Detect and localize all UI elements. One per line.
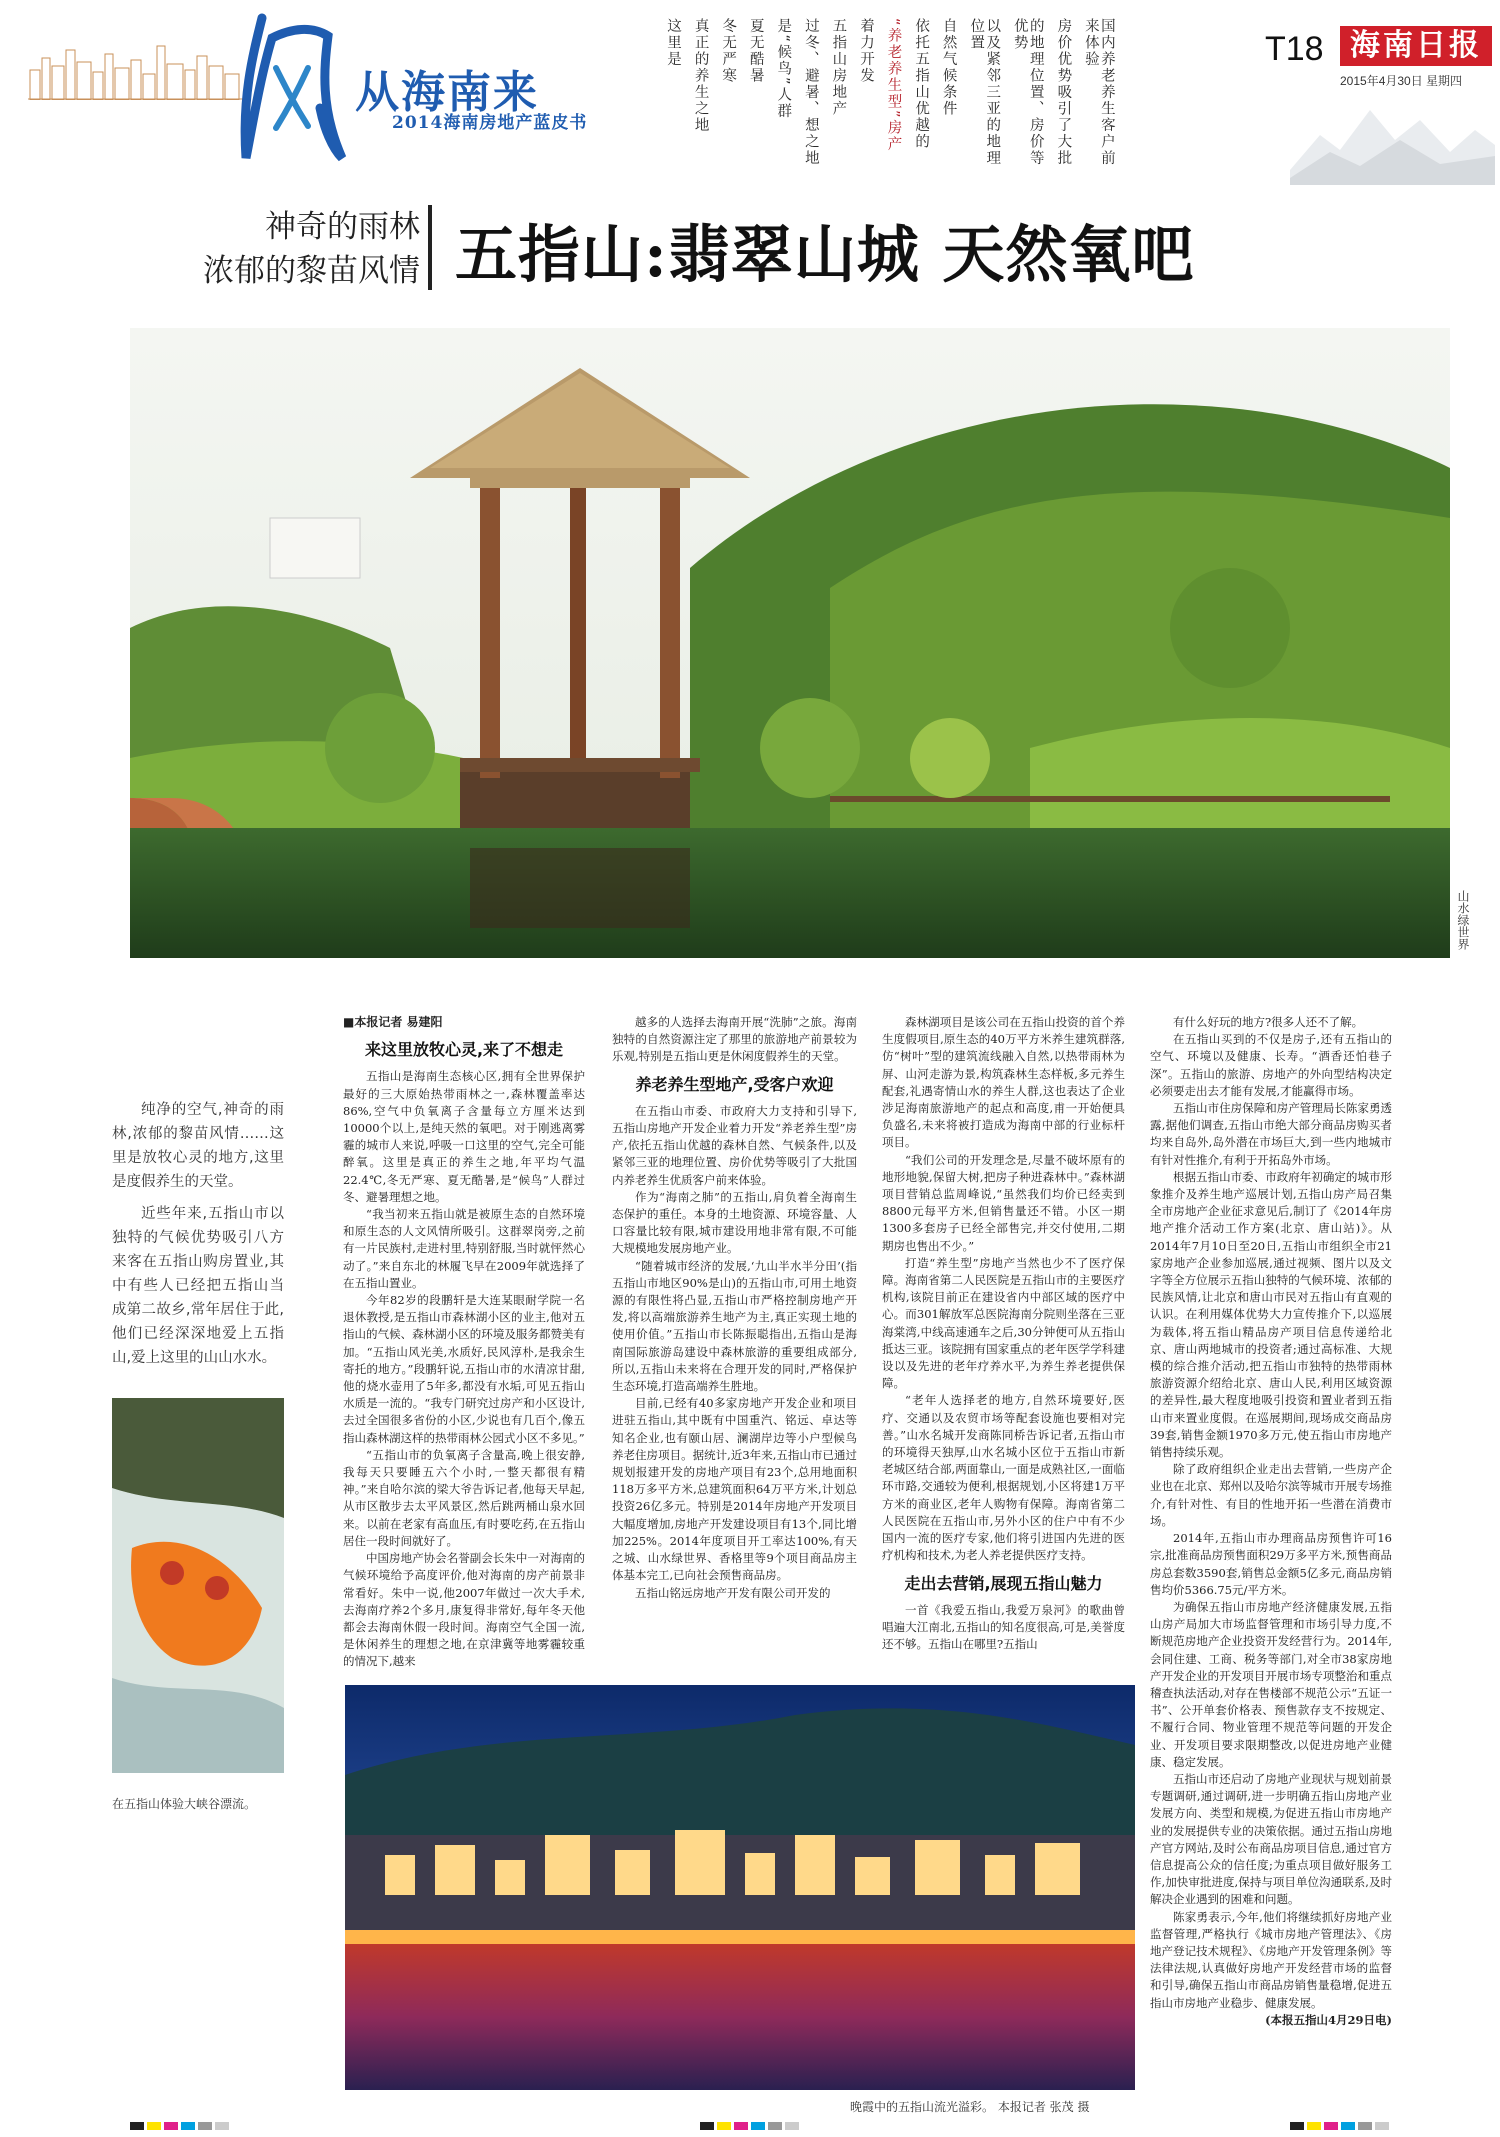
main-photo-credit: 山水绿世界 [1456,890,1470,950]
print-color-bar-center [700,2122,802,2130]
rafting-caption: 在五指山体验大峡谷漂流。 [112,1797,257,1811]
vertical-intro-text [665,18,1115,168]
paragraph: 五指山铭远房地产开发有限公司开发的 [635,1585,831,1600]
headline-left [150,205,420,293]
main-headline: 五指山:翡翠山城 天然氧吧 [455,218,1195,291]
paragraph: 有什么好玩的地方?很多人还不了解。 [1173,1015,1364,1029]
headline-left-line1: 神奇的雨林 [265,209,420,245]
vertical-line: “养老养生型”房产 [885,18,902,153]
paragraph: 五指山是海南生态核心区,拥有全世界保护最好的三大原始热带雨林之一,森林覆盖率达86%,空气中负氧离子含量每立方厘米达到10000个以上,是纯天然的氧吧。对于刚逃离雾霾的城市人来说,呼吸一口这里的空气,完全可能醉氧。这里是真正的养生之地,年平均气温22.4℃,冬无严寒、夏无酷暑,是“候鸟”人群过冬、避暑理想之地。 [343,1069,585,1204]
print-color-bar-right [1290,2122,1392,2130]
vertical-line: 的地理位置、房价等优势 [1011,18,1044,167]
paragraph: 今年82岁的段鹏轩是大连某眼耐学院一名退休教授,是五指山市森林湖小区的业主,他对五指山的气候、森林湖小区的环境及服务都赞美有加。“五指山风光美,水质好,民风淳朴,是我余生寄托的地方。”段鹏轩说,五指山市的水清凉甘甜,他的烧水壶用了5年多,都没有水垢,可见五指山水质是一流的。“我专门研究过房产和小区设计,去过全国很多省份的小区,少说也有几百个,像五指山森林湖这样的热带雨林公园式小区不多见。” [343,1293,585,1445]
article-column-2 [612,1014,857,1679]
paragraph: 越多的人选择去海南开展“洗肺”之旅。海南独特的自然资源注定了那里的旅游地产前景较为乐观,特别是五指山更是休闲度假养生的天堂。 [612,1015,857,1064]
mountain-decoration [1290,90,1495,185]
vertical-line: 国内养老养生客户前来体验 [1082,18,1115,167]
vertical-line: 冬无严寒 [720,18,737,84]
article-column-3 [882,1014,1125,1679]
paragraph: 在五指山市委、市政府大力支持和引导下,五指山房地产开发企业着力开发“养老养生型”房产,依托五指山优越的森林自然、气候条件,以及紧邻三亚的地理位置、房价优势等吸引了大批国内养老养生优质客户前来体验。 [612,1103,857,1187]
section-title-3: 走出去营销,展现五指山魅力 [904,1573,1103,1593]
article-column-4 [1150,1014,1392,2089]
series-title: 从海南来 [355,67,539,118]
vertical-line: 自然气候条件 [940,18,957,117]
vertical-line: 着力开发 [857,18,874,84]
publication-date: 2015年4月30日 星期四 [1340,74,1463,88]
section-title-2: 养老养生型地产,受客户欢迎 [635,1074,834,1094]
night-photo-caption: 晚霞中的五指山流光溢彩。 本报记者 张茂 摄 [850,2100,1090,2114]
paragraph: 五指山市住房保障和房产管理局长陈家勇透露,据他们调查,五指山市绝大部分商品房购买者均来自岛外,岛外潜在市场巨大,到一些内地城市有针对性推介,有利于开拓岛外市场。 [1150,1101,1392,1167]
intro-paragraphs [112,1098,284,1378]
rafting-photo [112,1398,284,1773]
article-column-1 [343,1014,585,1679]
night-city-photo [345,1685,1135,2090]
dateline-end: (本报五指山4月29日电) [1265,2012,1392,2027]
print-color-bar-left [130,2122,232,2130]
paragraph: 2014年,五指山市办理商品房预售许可16宗,批准商品房预售面积29万多平方米,预售商品房总套数3590套,销售总金额5亿多元,商品房销售均价5366.75元/平方米。 [1150,1531,1392,1597]
vertical-line: 五指山房地产 [830,18,847,117]
paragraph: “我当初来五指山就是被原生态的自然环境和原生态的人文风情所吸引。这群翠岗旁,之前有一片民族村,走进村里,特别舒服,当时就怦然心动了。”来自东北的林履飞早在2009年就选择了在五指山置业。 [343,1207,585,1290]
intro-paragraph: 纯净的空气,神奇的雨林,浓郁的黎苗风情……这里是放牧心灵的地方,这里是度假养生的天堂。 [112,1102,284,1190]
vertical-line: 真正的养生之地 [692,18,709,134]
series-subtitle: 2014海南房地产蓝皮书 [392,113,588,133]
feng-calligraphy-logo [232,8,350,168]
vertical-line: 房价优势吸引了大批 [1055,18,1072,167]
paragraph: 为确保五指山市房地产经济健康发展,五指山房产局加大市场监督管理和市场引导力度,不断规范房地产企业投资开发经营行为。2014年,会同住建、工商、税务等部门,对全市38家房地产开发企业的开发项目开展市场专项整治和重点稽查执法活动,对存在售楼部不规范公示“五证一书”、公开单套价格表、预售款存支不按规定、不履行合同、物业管理不规范等问题的开发企业、开发项目要求限期整改,以促进房地产业健康、稳定发展。 [1150,1599,1392,1769]
section-title-1: 来这里放牧心灵,来了不想走 [364,1040,564,1060]
paragraph: 五指山市还启动了房地产业现状与规划前景专题调研,通过调研,进一步明确五指山房地产业发展方向、类型和规模,为促进五指山市房地产业的发展提供专业的决策依据。通过五指山房地产官方网站,及时公布商品房项目信息,通过官方信息提高公众的信任度;为重点项目做好服务工作,加快审批进度,保持与项目单位沟通联系,及时解决企业遇到的困难和问题。 [1150,1771,1392,1907]
vertical-line: 以及紧邻三亚的地理位置 [968,18,1001,167]
vertical-line: 夏无酷暑 [747,18,764,84]
paragraph: “老年人选择老的地方,自然环境要好,医疗、交通以及农贸市场等配套设施也要相对完善。”山水名城开发商陈同桥告诉记者,五指山市的环境得天独厚,山水名城小区位于五指山市新老城区结合部,两面靠山,一面是成熟社区,一面临环市路,交通较为便利,根据规划,小区将建1万平方米的商业区,老年人购物有保障。海南省第二人民医院在五指山市,另外小区的住户中有不少国内一流的医疗专家,他们将引进国内先进的医疗机构和技术,为老人养老提供医疗支持。 [882,1393,1125,1563]
paragraph: “五指山市的负氧离子含量高,晚上很安静,我每天只要睡五六个小时,一整天都很有精神。”来自哈尔滨的梁大爷告诉记者,他每天早起,从市区散步去太平风景区,然后跳两桶山泉水回来。以前在老家有高血压,有时要吃药,在五指山居住一段时间就好了。 [343,1447,585,1548]
paragraph: 中国房地产协会名誉副会长朱中一对海南的气候环境给予高度评价,他对海南的房产前景非常看好。朱中一说,他2007年做过一次大手术,去海南疗养2个多月,康复得非常好,每年冬天他都会去海南休假一段时间。海南空气全国一流,是休闲养生的理想之地,在京津冀等地雾霾较重的情况下,越来 [343,1551,585,1669]
headline-left-line2: 浓郁的黎苗风情 [203,253,420,289]
intro-paragraph: 近些年来,五指山市以独特的气候优势吸引八方来客在五指山购房置业,其中有些人已经把五指山当成第二故乡,常年居住于此,他们已经深深地爱上五指山,爱上这里的山山水水。 [112,1206,284,1366]
paragraph: 陈家勇表示,今年,他们将继续抓好房地产业监督管理,严格执行《城市房地产管理法》、《房地产登记技术规程》、《房地产开发管理条例》等法律法规,认真做好房地产开发经营市场的监督和引导,确保五指山市商品房销售量稳增,促进五指山市房地产业稳步、健康发展。 [1150,1909,1392,2010]
vertical-line: 这里是 [665,18,681,68]
headline-divider [428,205,432,290]
paragraph: 根据五指山市委、市政府年初确定的城市形象推介及养生地产巡展计划,五指山房产局召集全市房地产企业征求意见后,制订了《2014年房地产推介活动工作方案(北京、唐山站)》。从2014年7月10日至20日,五指山市组织全市21家房地产企业参加巡展,通过视频、图片以及文字等全方位展示五指山独特的气候环境、浓郁的民族风情,让北京和唐山市民对五指山有直观的认识。在利用媒体优势大力宣传推介下,以巡展为载体,将五指山精品房产项目信息传递给北京、唐山两地城市的投资者;通过高标准、大规模的综合推介活动,把五指山市独特的热带雨林旅游资源介绍给北京、唐山人民,利用区域资源的差异性,最大程度地吸引投资和置业者到五指山市来置业度假。在巡展期间,现场成交商品房39套,销售金额1970多万元,使五指山市房地产销售持续乐观。 [1150,1169,1392,1460]
paragraph: 作为“海南之肺”的五指山,肩负着全海南生态保护的重任。本身的土地资源、环境容量、人口容量比较有限,城市建设用地非常有限,不可能大规模地发展房地产业。 [612,1189,857,1256]
paragraph: “随着城市经济的发展,‘九山半水半分田’(指五指山市地区90%是山)的五指山市,可用土地资源的有限性将凸显,五指山市严格控制房地产开发,将以高端旅游养生地产为主,真正实现土地的使用价值。”五指山市长陈振聪指出,五指山是海南国际旅游岛建设中森林旅游的重要组成部分,所以,五指山未来将在合理开发的同时,严格保护生态环境,打造高端养生胜地。 [612,1258,857,1394]
paragraph: 一首《我爱五指山,我爱万泉河》的歌曲曾唱遍大江南北,五指山的知名度很高,可是,美誉度还不够。五指山在哪里?五指山 [882,1602,1125,1652]
paragraph: 目前,已经有40多家房地产开发企业和项目进驻五指山,其中既有中国重汽、铭远、卓达等知名企业,也有颐山居、澜湖岸边等小户型候鸟养老住房项目。据统计,近3年来,五指山市已通过规划报建开发的房地产项目有23个,总用地面积118万多平方米,总建筑面积64万平方米,计划总投资26亿多元。特别是2014年房地产开发项目大幅度增加,房地产开发建设项目有13个,同比增加225%。2014年度项目开工率达100%,有天之城、山水绿世界、香格里等9个项目商品房主体基本完工,已向社会预售商品房。 [612,1396,857,1583]
paragraph: 除了政府组织企业走出去营销,一些房产企业也在北京、郑州以及哈尔滨等城市开展专场推介,有针对性、有目的性地开拓一些潜在消费市场。 [1150,1462,1392,1528]
paragraph: “我们公司的开发理念是,尽量不破坏原有的地形地貌,保留大树,把房子种进森林中。”森林湖项目营销总监周峰说,“虽然我们均价已经卖到8800元每平方米,但销售量还不错。小区一期1300多套房子已经全部售完,并交付使用,二期期房也售出不少。” [882,1152,1125,1253]
byline: ■ 本报记者 易建阳 [343,1014,585,1031]
vertical-line: 依托五指山优越的 [913,18,930,150]
main-photo-pavilion [130,328,1450,958]
paragraph: 打造“养生型”房地产当然也少不了医疗保障。海南省第二人民医院是五指山市的主要医疗机构,该院目前正在建设省内中部区域的医疗中心。而301解放军总医院海南分院则坐落在三亚海棠湾,中线高速通车之后,30分钟便可从五指山抵达三亚。该院拥有国家重点的老年医学学科建设以及先进的老年疗养水平,为养生养老提供保障。 [882,1255,1125,1391]
paragraph: 森林湖项目是该公司在五指山投资的首个养生度假项目,原生态的40万平方米养生建筑群落,仿“树叶”型的建筑流线融入自然,以热带雨林为屏、山河走游为景,构筑森林生态样板,多元养生配套,礼遇寄情山水的养生人群,这也表达了企业涉足海南旅游地产的起点和高度,甫一开始便具负盛名,未来将被打造成为海南中部的行业标杆项目。 [882,1015,1125,1150]
newspaper-masthead: 海南日报 [1340,26,1492,66]
vertical-line: 是“候鸟”人群 [775,18,792,120]
page-number: T18 [1265,30,1324,68]
city-skyline-decoration [28,40,243,100]
vertical-line: 过冬、避暑、想之地 [802,18,819,167]
paragraph: 在五指山买到的不仅是房子,还有五指山的空气、环境以及健康、长寿。“酒香还怕巷子深”。五指山的旅游、房地产的外向型结构决定必须要走出去才能有发展,才能赢得市场。 [1150,1032,1392,1098]
